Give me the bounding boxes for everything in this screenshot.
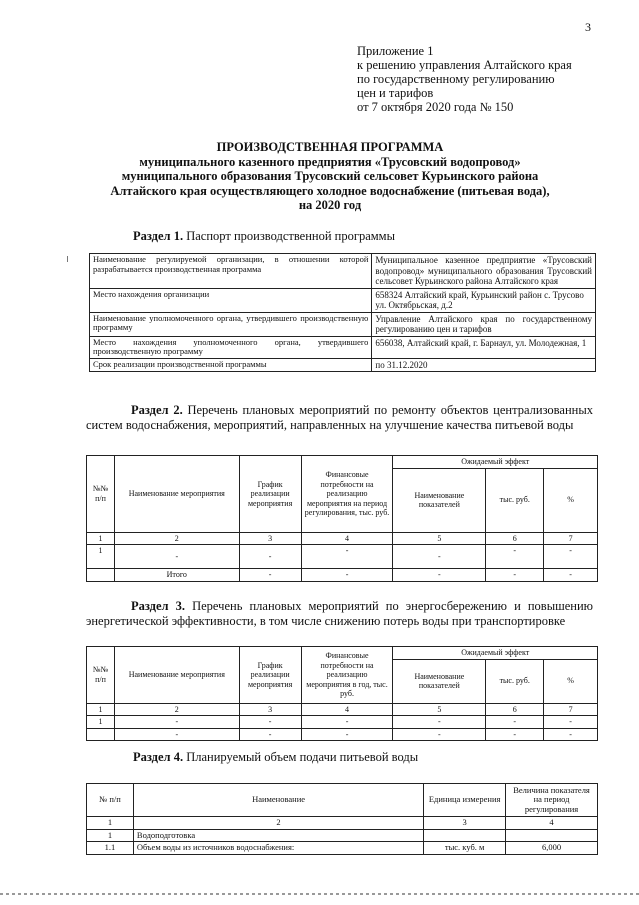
title-line: муниципального образования Трусовский сельсовет Курьинского района (121, 169, 539, 183)
scan-edge-line (0, 893, 639, 895)
document-title (60, 140, 600, 213)
header-schedule: График реализации мероприятия (239, 647, 301, 704)
header-value: Величина показателя на период регулирования (506, 784, 598, 817)
annex-line: от 7 октября 2020 года № 150 (357, 100, 514, 114)
header-effect: Ожидаемый эффект (393, 647, 598, 660)
passport-label: Срок реализации производственной программы (90, 358, 372, 372)
section2-text: Перечень плановых мероприятий по ремонту объектов централизованных систем водоснабжения, мероприятий, направленных на улучшение качества питьевой воды (86, 403, 593, 432)
row-unit (424, 829, 506, 842)
section4-label: Раздел 4. (133, 750, 184, 764)
section3-text: Перечень плановых мероприятий по энергосбережению и повышению энергетической эффективности, в том числе снижению потерь воды при транспортировке (86, 599, 593, 628)
header-effect: Ожидаемый эффект (393, 456, 598, 469)
page-number: 3 (585, 20, 591, 34)
row-unit: тыс. куб. м (424, 842, 506, 855)
header-schedule: График реализации мероприятия (239, 456, 301, 533)
repair-measures-table (86, 455, 598, 582)
row-value: 6,000 (506, 842, 598, 855)
table-row (87, 728, 598, 741)
table-cell: - (486, 545, 544, 569)
table-cell: 4 (301, 532, 393, 545)
table-cell: - (114, 728, 239, 741)
table-row (87, 532, 598, 545)
table-cell: - (301, 569, 393, 582)
section2-label: Раздел 2. (131, 403, 183, 417)
passport-label: Место нахождения организации (90, 288, 372, 312)
table-cell: - (393, 728, 486, 741)
passport-label: Наименование уполномоченного органа, утвердившего производственную программу (90, 312, 372, 336)
title-line: Алтайского края осуществляющего холодное водоснабжение (питьевая вода), (110, 183, 550, 198)
section1-heading (133, 229, 395, 244)
table-cell: 3 (239, 532, 301, 545)
table-total-row (87, 569, 598, 582)
scan-mark (67, 256, 68, 262)
header-unit: Единица измерения (424, 784, 506, 817)
title-line: муниципального казенного предприятия «Трусовский водопровод» (139, 154, 521, 169)
table-header-row (87, 784, 598, 817)
table-cell: 4 (301, 703, 393, 716)
table-cell: 5 (393, 532, 486, 545)
table-cell: 3 (424, 817, 506, 830)
table-row (90, 358, 596, 372)
header-name: Наименование (133, 784, 423, 817)
header-name: Наименование мероприятия (114, 456, 239, 533)
section1-text: Паспорт производственной программы (183, 229, 395, 243)
table-cell: - (301, 728, 393, 741)
table-cell: 5 (393, 703, 486, 716)
table-row (87, 842, 598, 855)
header-indicator: Наименование показателей (393, 659, 486, 703)
table-cell (87, 569, 115, 582)
table-cell: 3 (239, 703, 301, 716)
table-cell: 1 (87, 817, 134, 830)
passport-table (89, 253, 596, 372)
water-supply-table (86, 783, 598, 855)
table-cell: 7 (544, 703, 598, 716)
table-cell: - (239, 569, 301, 582)
passport-value: по 31.12.2020 (372, 358, 596, 372)
header-num: № п/п (87, 784, 134, 817)
section4-heading (133, 750, 418, 765)
passport-value: 656038, Алтайский край, г. Барнаул, ул. Молодежная, 1 (372, 336, 596, 358)
table-cell: 1 (87, 545, 115, 569)
table-row (87, 817, 598, 830)
table-row (87, 703, 598, 716)
table-cell: 6 (486, 532, 544, 545)
table-cell: 2 (133, 817, 423, 830)
header-finance: Финансовые потребности на реализацию мероприятия в год, тыс. руб. (301, 647, 393, 704)
header-thousand: тыс. руб. (486, 468, 544, 532)
section2-heading (86, 403, 593, 432)
table-cell: 6 (486, 703, 544, 716)
energy-measures-table (86, 646, 598, 741)
table-cell: - (239, 716, 301, 729)
annex-line: по государственному регулированию (357, 72, 555, 86)
header-name: Наименование мероприятия (114, 647, 239, 704)
section3-label: Раздел 3. (131, 599, 186, 613)
table-cell: - (544, 545, 598, 569)
table-cell: 4 (506, 817, 598, 830)
table-row (90, 336, 596, 358)
table-cell: - (239, 545, 301, 569)
row-name: Объем воды из источников водоснабжения: (133, 842, 423, 855)
table-row (87, 716, 598, 729)
table-cell: 1 (87, 703, 115, 716)
table-cell: 7 (544, 532, 598, 545)
passport-value: 658324 Алтайский край, Курьинский район с. Трусово ул. Октябрьская, д.2 (372, 288, 596, 312)
table-cell: - (486, 569, 544, 582)
table-cell (87, 728, 115, 741)
table-row (90, 254, 596, 289)
section3-heading (86, 599, 593, 628)
row-name: Водоподготовка (133, 829, 423, 842)
table-cell: - (393, 716, 486, 729)
annex-header (357, 44, 572, 114)
table-cell: - (239, 728, 301, 741)
table-cell: - (393, 569, 486, 582)
passport-label: Место нахождения уполномоченного органа, утвердившего производственную программу (90, 336, 372, 358)
header-finance: Финансовые потребности на реализацию мероприятия на период регулирования, тыс. руб. (301, 456, 393, 533)
table-cell: - (393, 545, 486, 569)
table-header-row (87, 647, 598, 660)
table-cell: - (544, 569, 598, 582)
table-cell: 2 (114, 703, 239, 716)
table-cell: - (486, 716, 544, 729)
row-num: 1.1 (87, 842, 134, 855)
table-cell: - (486, 728, 544, 741)
passport-value: Муниципальное казенное предприятие «Трусовский водопровод» муниципального образования Трусовский сельсовет Курьинского района Алтайского края (372, 254, 596, 289)
table-cell: - (301, 716, 393, 729)
header-num: №№ п/п (87, 647, 115, 704)
passport-label: Наименование регулируемой организации, в отношении которой разрабатывается производственная программа (90, 254, 372, 289)
section4-text: Планируемый объем подачи питьевой воды (183, 750, 419, 764)
annex-line: цен и тарифов (357, 86, 434, 100)
table-cell: - (301, 545, 393, 569)
row-num: 1 (87, 829, 134, 842)
table-row (90, 288, 596, 312)
annex-line: Приложение 1 (357, 44, 434, 58)
table-cell: - (544, 716, 598, 729)
table-cell: 2 (114, 532, 239, 545)
header-indicator: Наименование показателей (393, 468, 486, 532)
table-row (87, 545, 598, 569)
annex-line: к решению управления Алтайского края (357, 58, 572, 72)
table-header-row (87, 456, 598, 469)
table-cell: - (544, 728, 598, 741)
total-label: Итого (114, 569, 239, 582)
section1-label: Раздел 1. (133, 229, 184, 243)
table-row (90, 312, 596, 336)
table-cell: - (114, 716, 239, 729)
header-percent: % (544, 659, 598, 703)
row-value (506, 829, 598, 842)
table-cell: 1 (87, 716, 115, 729)
table-row (87, 829, 598, 842)
header-percent: % (544, 468, 598, 532)
title-line: на 2020 год (298, 198, 362, 212)
table-cell: - (114, 545, 239, 569)
header-thousand: тыс. руб. (486, 659, 544, 703)
table-cell: 1 (87, 532, 115, 545)
header-num: №№ п/п (87, 456, 115, 533)
title-line: ПРОИЗВОДСТВЕННАЯ ПРОГРАММА (216, 140, 444, 154)
passport-value: Управление Алтайского края по государственному регулированию цен и тарифов (372, 312, 596, 336)
